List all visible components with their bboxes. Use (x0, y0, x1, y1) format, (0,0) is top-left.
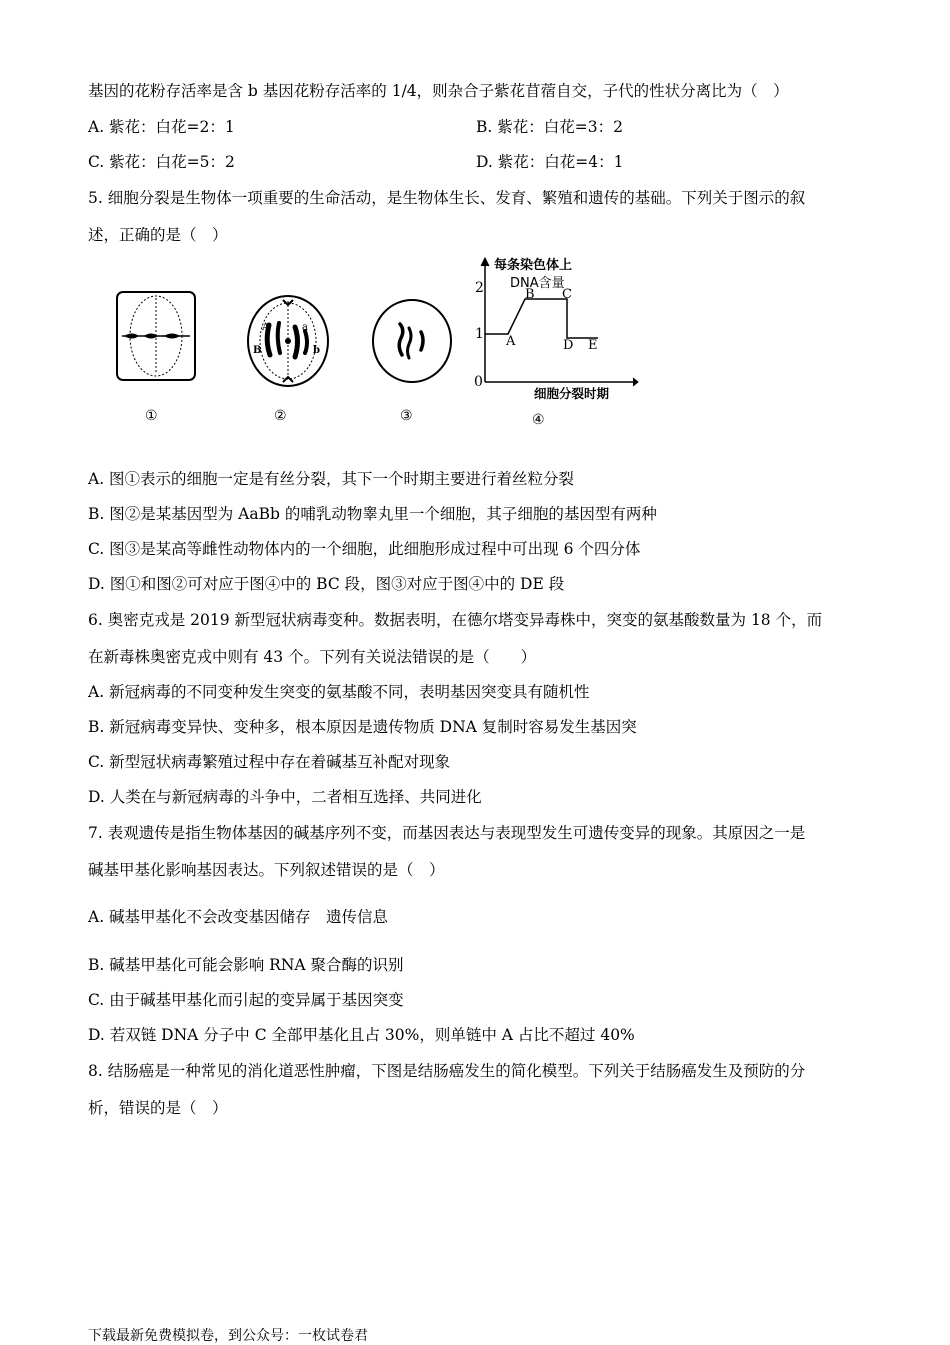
q6-option-d: D. 人类在与新冠病毒的斗争中，二者相互选择、共同进化 (88, 788, 482, 806)
q4-option-a: A. 紫花：白花=2：1 (88, 118, 235, 136)
figure-label-1: ① (145, 408, 158, 424)
q6-option-a: A. 新冠病毒的不同变种发生突变的氨基酸不同，表明基因突变具有随机性 (88, 683, 590, 701)
graph-point-d: D (563, 338, 574, 353)
q5-stem-line2: 述，正确的是（ ） (88, 226, 228, 244)
graph-ylabel-line1: 每条染色体上 (494, 258, 573, 273)
q7-stem-line2: 碱基甲基化影响基因表达。下列叙述错误的是（ ） (88, 861, 445, 879)
figure-cell-1 (112, 288, 200, 384)
cell2-label-upper-a: A (262, 322, 270, 333)
graph-point-e: E (588, 338, 598, 353)
q4-option-d: D. 紫花：白花=4：1 (476, 153, 624, 171)
graph-xlabel: 细胞分裂时期 (534, 386, 610, 401)
q8-stem-line1: 8. 结肠癌是一种常见的消化道恶性肿瘤，下图是结肠癌发生的简化模型。下列关于结肠癌发生及预防的分 (88, 1062, 806, 1080)
figure-cell-3 (370, 298, 454, 384)
cell2-label-upper-b: B (253, 345, 262, 356)
cell2-label-lower-b: b (313, 345, 320, 356)
q5-stem-line1: 5. 细胞分裂是生物体一项重要的生命活动，是生物体生长、发育、繁殖和遗传的基础。下列关于图示的叙 (88, 189, 806, 207)
graph-ytick-0: 0 (474, 374, 483, 390)
page-footer: 下载最新免费模拟卷，到公众号：一枚试卷君 (88, 1328, 368, 1344)
q6-option-b: B. 新冠病毒变异快、变种多，根本原因是遗传物质 DNA 复制时容易发生基因突 (88, 718, 637, 736)
q5-option-d: D. 图①和图②可对应于图④中的 BC 段，图③对应于图④中的 DE 段 (88, 575, 565, 593)
graph-point-c: C (562, 287, 572, 302)
q6-stem-line2: 在新毒株奥密克戎中则有 43 个。下列有关说法错误的是（ ） (88, 648, 537, 666)
graph-ytick-2: 2 (475, 280, 484, 296)
q7-option-a: A. 碱基甲基化不会改变基因储存 遗传信息 (88, 908, 389, 926)
q7-option-d: D. 若双链 DNA 分子中 C 全部甲基化且占 30%，则单链中 A 占比不超过 40% (88, 1026, 635, 1044)
q4-option-c: C. 紫花：白花=5：2 (88, 153, 235, 171)
q6-stem-line1: 6. 奥密克戎是 2019 新型冠状病毒变种。数据表明，在德尔塔变异毒株中，突变的氨基酸数量为 18 个，而 (88, 611, 823, 629)
figure-label-4: ④ (532, 412, 545, 428)
graph-point-b: B (525, 287, 535, 302)
q8-stem-line2: 析，错误的是（ ） (88, 1099, 228, 1117)
cell2-label-lower-a: a (302, 322, 308, 333)
figure-label-3: ③ (400, 408, 413, 424)
q7-option-b: B. 碱基甲基化可能会影响 RNA 聚合酶的识别 (88, 956, 404, 974)
q5-option-c: C. 图③是某高等雌性动物体内的一个细胞，此细胞形成过程中可出现 6 个四分体 (88, 540, 641, 558)
q7-stem-line1: 7. 表观遗传是指生物体基因的碱基序列不变，而基因表达与表现型发生可遗传变异的现象。其原因之一是 (88, 824, 806, 842)
q6-option-c: C. 新型冠状病毒繁殖过程中存在着碱基互补配对现象 (88, 753, 451, 771)
figure-label-2: ② (274, 408, 287, 424)
q7-option-c: C. 由于碱基甲基化而引起的变异属于基因突变 (88, 991, 404, 1009)
q4-stem-tail: 基因的花粉存活率是含 b 基因花粉存活率的 1/4，则杂合子紫花苜蓿自交，子代的性状分离比为（ ） (88, 82, 789, 100)
q5-option-b: B. 图②是某基因型为 AaBb 的哺乳动物睾丸里一个细胞，其子细胞的基因型有两种 (88, 505, 657, 523)
q5-option-a: A. 图①表示的细胞一定是有丝分裂，其下一个时期主要进行着丝粒分裂 (88, 470, 575, 488)
figure-cell-2 (243, 293, 333, 389)
figure-graph-4 (470, 252, 640, 402)
graph-ytick-1: 1 (475, 326, 484, 342)
graph-point-a: A (506, 334, 516, 349)
q4-option-b: B. 紫花：白花=3：2 (476, 118, 623, 136)
graph-ylabel-line2: DNA含量 (510, 276, 565, 291)
